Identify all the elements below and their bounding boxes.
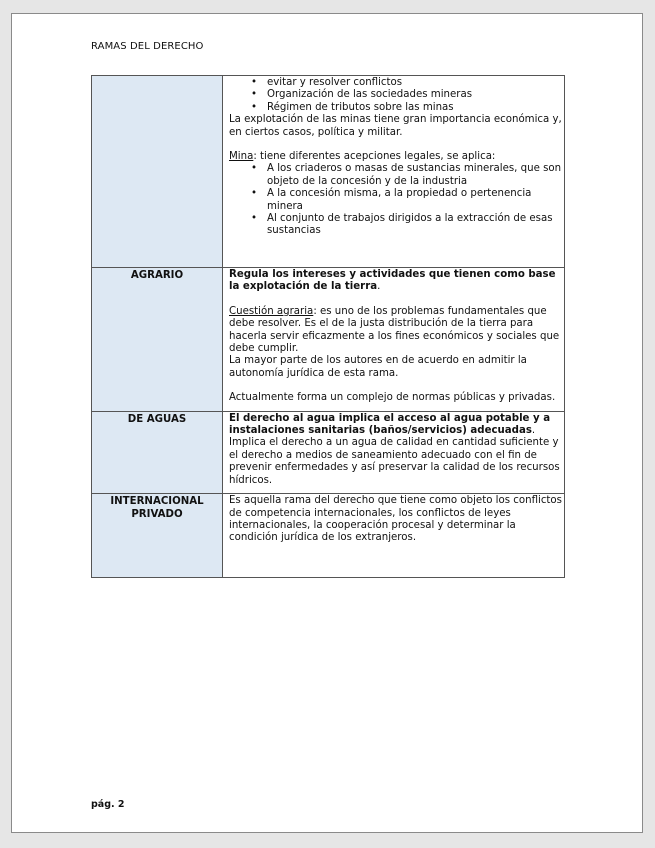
table-row bbox=[92, 268, 565, 412]
mina-list bbox=[229, 163, 562, 237]
desc-agrario bbox=[223, 268, 565, 412]
mina-definition: Mina: tiene diferentes acepciones legales, se aplica: bbox=[229, 151, 496, 163]
list-item: • Al conjunto de trabajos dirigidos a la extracción de esas sustancias bbox=[267, 213, 562, 238]
ramas-table bbox=[91, 75, 565, 578]
aguas-lead: El derecho al agua implica el acceso al agua potable y a instalaciones sanitarias (baños/servicios) adecuadas. bbox=[229, 412, 551, 437]
document-page bbox=[11, 13, 643, 833]
table-row bbox=[92, 494, 565, 578]
term-cell bbox=[92, 76, 223, 268]
page-number: pág. 2 bbox=[91, 799, 125, 810]
list-item-continued: • evitar y resolver conflictos bbox=[267, 77, 562, 89]
term-internacional: INTERNACIONAL PRIVADO bbox=[92, 494, 223, 578]
list-item: • A la concesión misma, a la propiedad o pertenencia minera bbox=[267, 188, 562, 213]
agrario-autonomia: La mayor parte de los autores en de acuerdo en admitir la autonomía jurídica de esta rama. bbox=[229, 355, 527, 379]
list-item: • A los criaderos o masas de sustancias minerales, que son objeto de la concesión y de la industria bbox=[267, 163, 562, 188]
desc-aguas bbox=[223, 411, 565, 493]
desc-cell bbox=[223, 76, 565, 268]
header-title: RAMAS DEL DERECHO bbox=[91, 41, 204, 52]
continued-list bbox=[229, 77, 562, 114]
term-agrario: AGRARIO bbox=[92, 268, 223, 412]
agrario-lead: Regula los intereses y actividades que tienen como base la explotación de la tierra. bbox=[229, 269, 556, 293]
table-row bbox=[92, 76, 565, 268]
agrario-actualmente: Actualmente forma un complejo de normas públicas y privadas. bbox=[229, 392, 556, 404]
cuestion-agraria: Cuestión agraria: es uno de los problemas fundamentales que debe resolver. Es el de la justa distribución de la tierra para hacerla servir eficazmente a los fines económicos y sociales que debe cumplir. bbox=[229, 305, 560, 355]
list-item: • Régimen de tributos sobre las minas bbox=[267, 102, 562, 114]
cuestion-term: Cuestión agraria bbox=[229, 305, 314, 317]
table-row bbox=[92, 411, 565, 493]
desc-internacional: Es aquella rama del derecho que tiene como objeto los conflictos de competencia internacionales, los conflictos de leyes internacionales, la cooperación procesal y determinar la condición jurídica de los extranjeros. bbox=[223, 494, 565, 578]
term-aguas: DE AGUAS bbox=[92, 411, 223, 493]
mina-term: Mina bbox=[229, 151, 254, 163]
mining-paragraph: La explotación de las minas tiene gran importancia económica y, en ciertos casos, política y militar. bbox=[229, 114, 562, 138]
list-item: • Organización de las sociedades mineras bbox=[267, 89, 562, 101]
aguas-text: Implica el derecho a un agua de calidad en cantidad suficiente y el derecho a medios de saneamiento adecuado con el fin de prevenir enfermedades y así preservar la calidad de los recursos hídricos. bbox=[229, 437, 560, 486]
